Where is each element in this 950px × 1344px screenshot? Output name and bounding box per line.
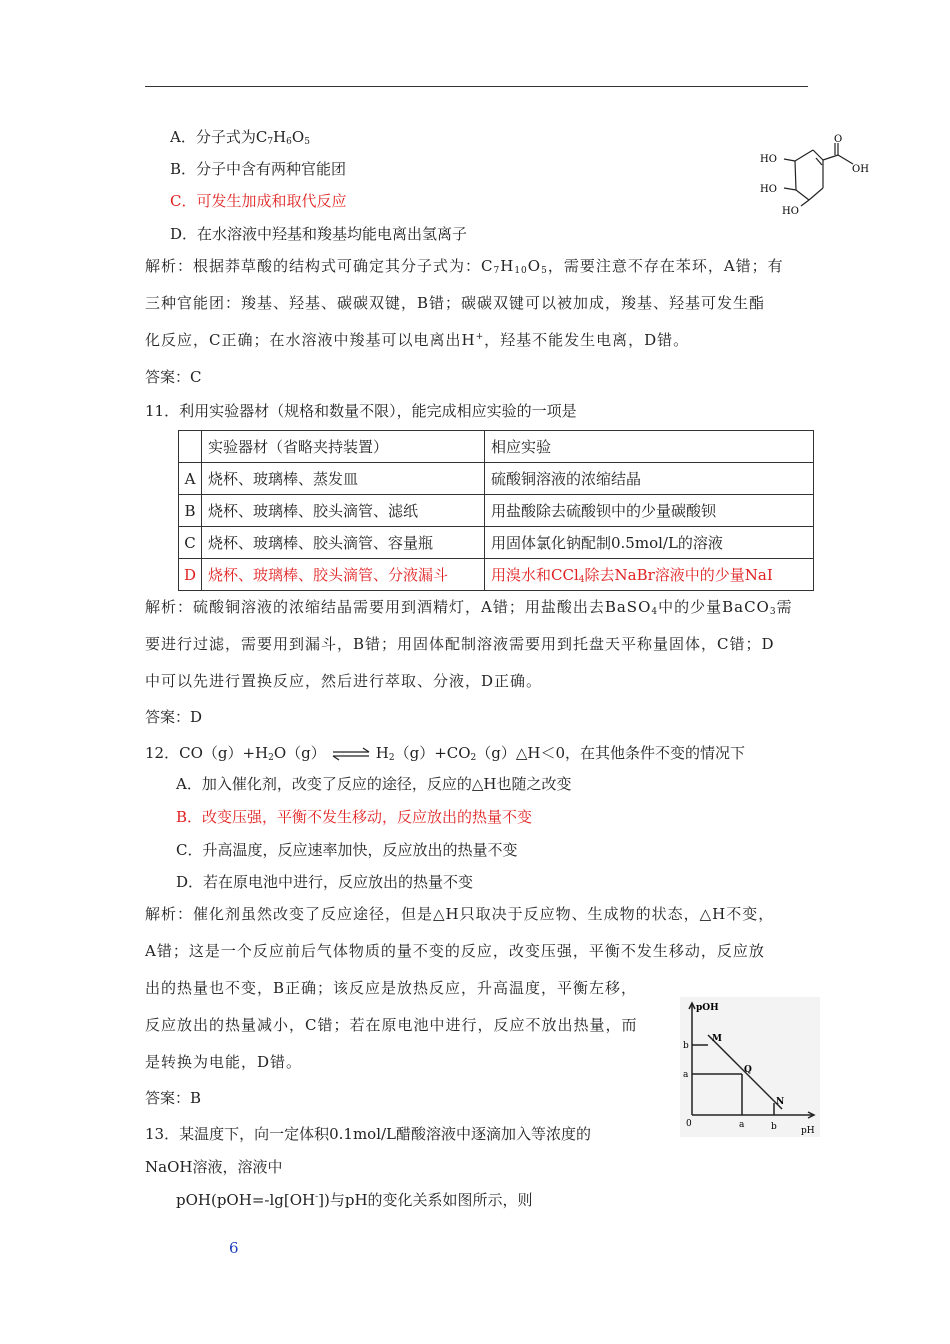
q13-stem-line-3: pOH(pOH=-lg[OH-])与pH的变化关系如图所示，则 — [176, 1191, 533, 1209]
q10-option-d: D．在水溶液中羟基和羧基均能电离出氢离子 — [170, 225, 468, 243]
q12-analysis-line-4: 反应放出的热量减小，C错；若在原电池中进行，反应不放出热量，而 — [145, 1016, 638, 1034]
q10-option-a: A．分子式为$C_7H_6O_5$ — [170, 128, 310, 147]
q11-answer: 答案：D — [145, 708, 203, 726]
q11-analysis-line-1: 解析：硫酸铜溶液的浓缩结晶需要用到酒精灯，A错；用盐酸出去BaSO$_4$中的少量BaCO$_3$需 — [145, 598, 793, 617]
page-number: 6 — [229, 1239, 239, 1257]
q10-analysis-line-2: 三种官能团：羧基、羟基、碳碳双键，B错；碳碳双键可以被加成，羧基、羟基可发生酯 — [145, 294, 766, 312]
graph-tick-a-x: a — [739, 1120, 745, 1130]
graph-tick-b-x: b — [771, 1122, 777, 1132]
q12-answer: 答案：B — [145, 1089, 202, 1107]
q10-answer: 答案：C — [145, 368, 202, 386]
poh-ph-graph — [680, 997, 820, 1137]
structure-label-ho-3: HO — [782, 206, 799, 217]
graph-point-n: N — [776, 1097, 785, 1107]
table-row — [179, 463, 814, 495]
table-header-cell: 实验器材（省略夹持装置） — [202, 431, 485, 463]
header-rule — [145, 86, 808, 87]
structure-label-oh: OH — [852, 164, 869, 175]
q12-analysis-line-2: A错；这是一个反应前后气体物质的量不变的反应，改变压强，平衡不发生移动，反应放 — [145, 942, 765, 960]
q12-option-a: A．加入催化剂，改变了反应的途径，反应的△H也随之改变 — [176, 775, 572, 793]
table-cell: 用固体氯化钠配制0.5mol/L的溶液 — [485, 527, 814, 559]
q12-option-b: B．改变压强，平衡不发生移动，反应放出的热量不变 — [176, 808, 533, 826]
q11-analysis-line-2: 要进行过滤，需要用到漏斗，B错；用固体配制溶液需要用到托盘天平称量固体，C错；D — [145, 635, 775, 653]
shikimic-acid-structure — [752, 134, 882, 226]
graph-point-q: Q — [744, 1065, 752, 1075]
table-cell: 烧杯、玻璃棒、胶头滴管、滤纸 — [202, 495, 485, 527]
table-cell: C — [179, 527, 202, 559]
q10-analysis-line-3: 化反应，C正确；在水溶液中羧基可以电离出H+，羟基不能发生电离，D错。 — [145, 331, 690, 349]
table-cell: 硫酸铜溶液的浓缩结晶 — [485, 463, 814, 495]
table-header-cell: 相应实验 — [485, 431, 814, 463]
table-row — [179, 527, 814, 559]
q13-stem-line-2: NaOH溶液，溶液中 — [145, 1158, 283, 1176]
q11-analysis-line-3: 中可以先进行置换反应，然后进行萃取、分液，D正确。 — [145, 672, 543, 690]
table-cell: A — [179, 463, 202, 495]
q11-table — [178, 430, 814, 591]
q12-analysis-line-3: 出的热量也不变，B正确；该反应是放热反应，升高温度，平衡左移， — [145, 979, 638, 997]
q12-stem: 12．$CO(g)+H_2O(g)$ $H_2(g)+CO_2(g)\triangle H<0$，在其他条件不变的情况下 — [145, 744, 746, 763]
graph-point-m: M — [712, 1034, 722, 1044]
table-cell: 烧杯、玻璃棒、蒸发皿 — [202, 463, 485, 495]
table-header-cell — [179, 431, 202, 463]
q12-option-c: C．升高温度，反应速率加快，反应放出的热量不变 — [176, 841, 518, 859]
structure-label-ho-1: HO — [760, 154, 777, 165]
equilibrium-arrow-icon — [332, 748, 370, 760]
q13-stem-line-1: 13．某温度下，向一定体积0.1mol/L醋酸溶液中逐滴加入等浓度的 — [145, 1125, 592, 1143]
graph-x-axis-label: pH — [801, 1126, 815, 1136]
graph-tick-b-y: b — [683, 1041, 689, 1051]
graph-origin-label: 0 — [686, 1119, 692, 1129]
table-cell: 烧杯、玻璃棒、胶头滴管、容量瓶 — [202, 527, 485, 559]
q10-option-c: C．可发生加成和取代反应 — [170, 192, 347, 210]
table-cell: 用盐酸除去硫酸钡中的少量碳酸钡 — [485, 495, 814, 527]
table-cell: 烧杯、玻璃棒、胶头滴管、分液漏斗 — [202, 559, 485, 591]
q11-stem: 11．利用实验器材（规格和数量不限），能完成相应实验的一项是 — [145, 402, 577, 420]
q12-analysis-line-1: 解析：催化剂虽然改变了反应途径，但是△H只取决于反应物、生成物的状态，△H不变， — [145, 905, 775, 923]
table-header-row — [179, 431, 814, 463]
table-row — [179, 495, 814, 527]
table-row — [179, 559, 814, 591]
table-cell: D — [179, 559, 202, 591]
structure-label-o: O — [834, 134, 843, 145]
q12-option-d: D．若在原电池中进行，反应放出的热量不变 — [176, 873, 474, 891]
structure-label-ho-2: HO — [760, 184, 777, 195]
table-cell: 用溴水和CCl$_4$除去NaBr溶液中的少量NaI — [485, 559, 814, 591]
graph-y-axis-label: pOH — [696, 1003, 719, 1013]
q10-analysis-line-1: 解析：根据莽草酸的结构式可确定其分子式为：$C_7H_{10}O_5$，需要注意不存在苯环，A错；有 — [145, 257, 784, 276]
table-cell: B — [179, 495, 202, 527]
q10-option-b: B．分子中含有两种官能团 — [170, 160, 347, 178]
graph-tick-a-y: a — [683, 1070, 689, 1080]
q12-analysis-line-5: 是转换为电能，D错。 — [145, 1053, 303, 1071]
